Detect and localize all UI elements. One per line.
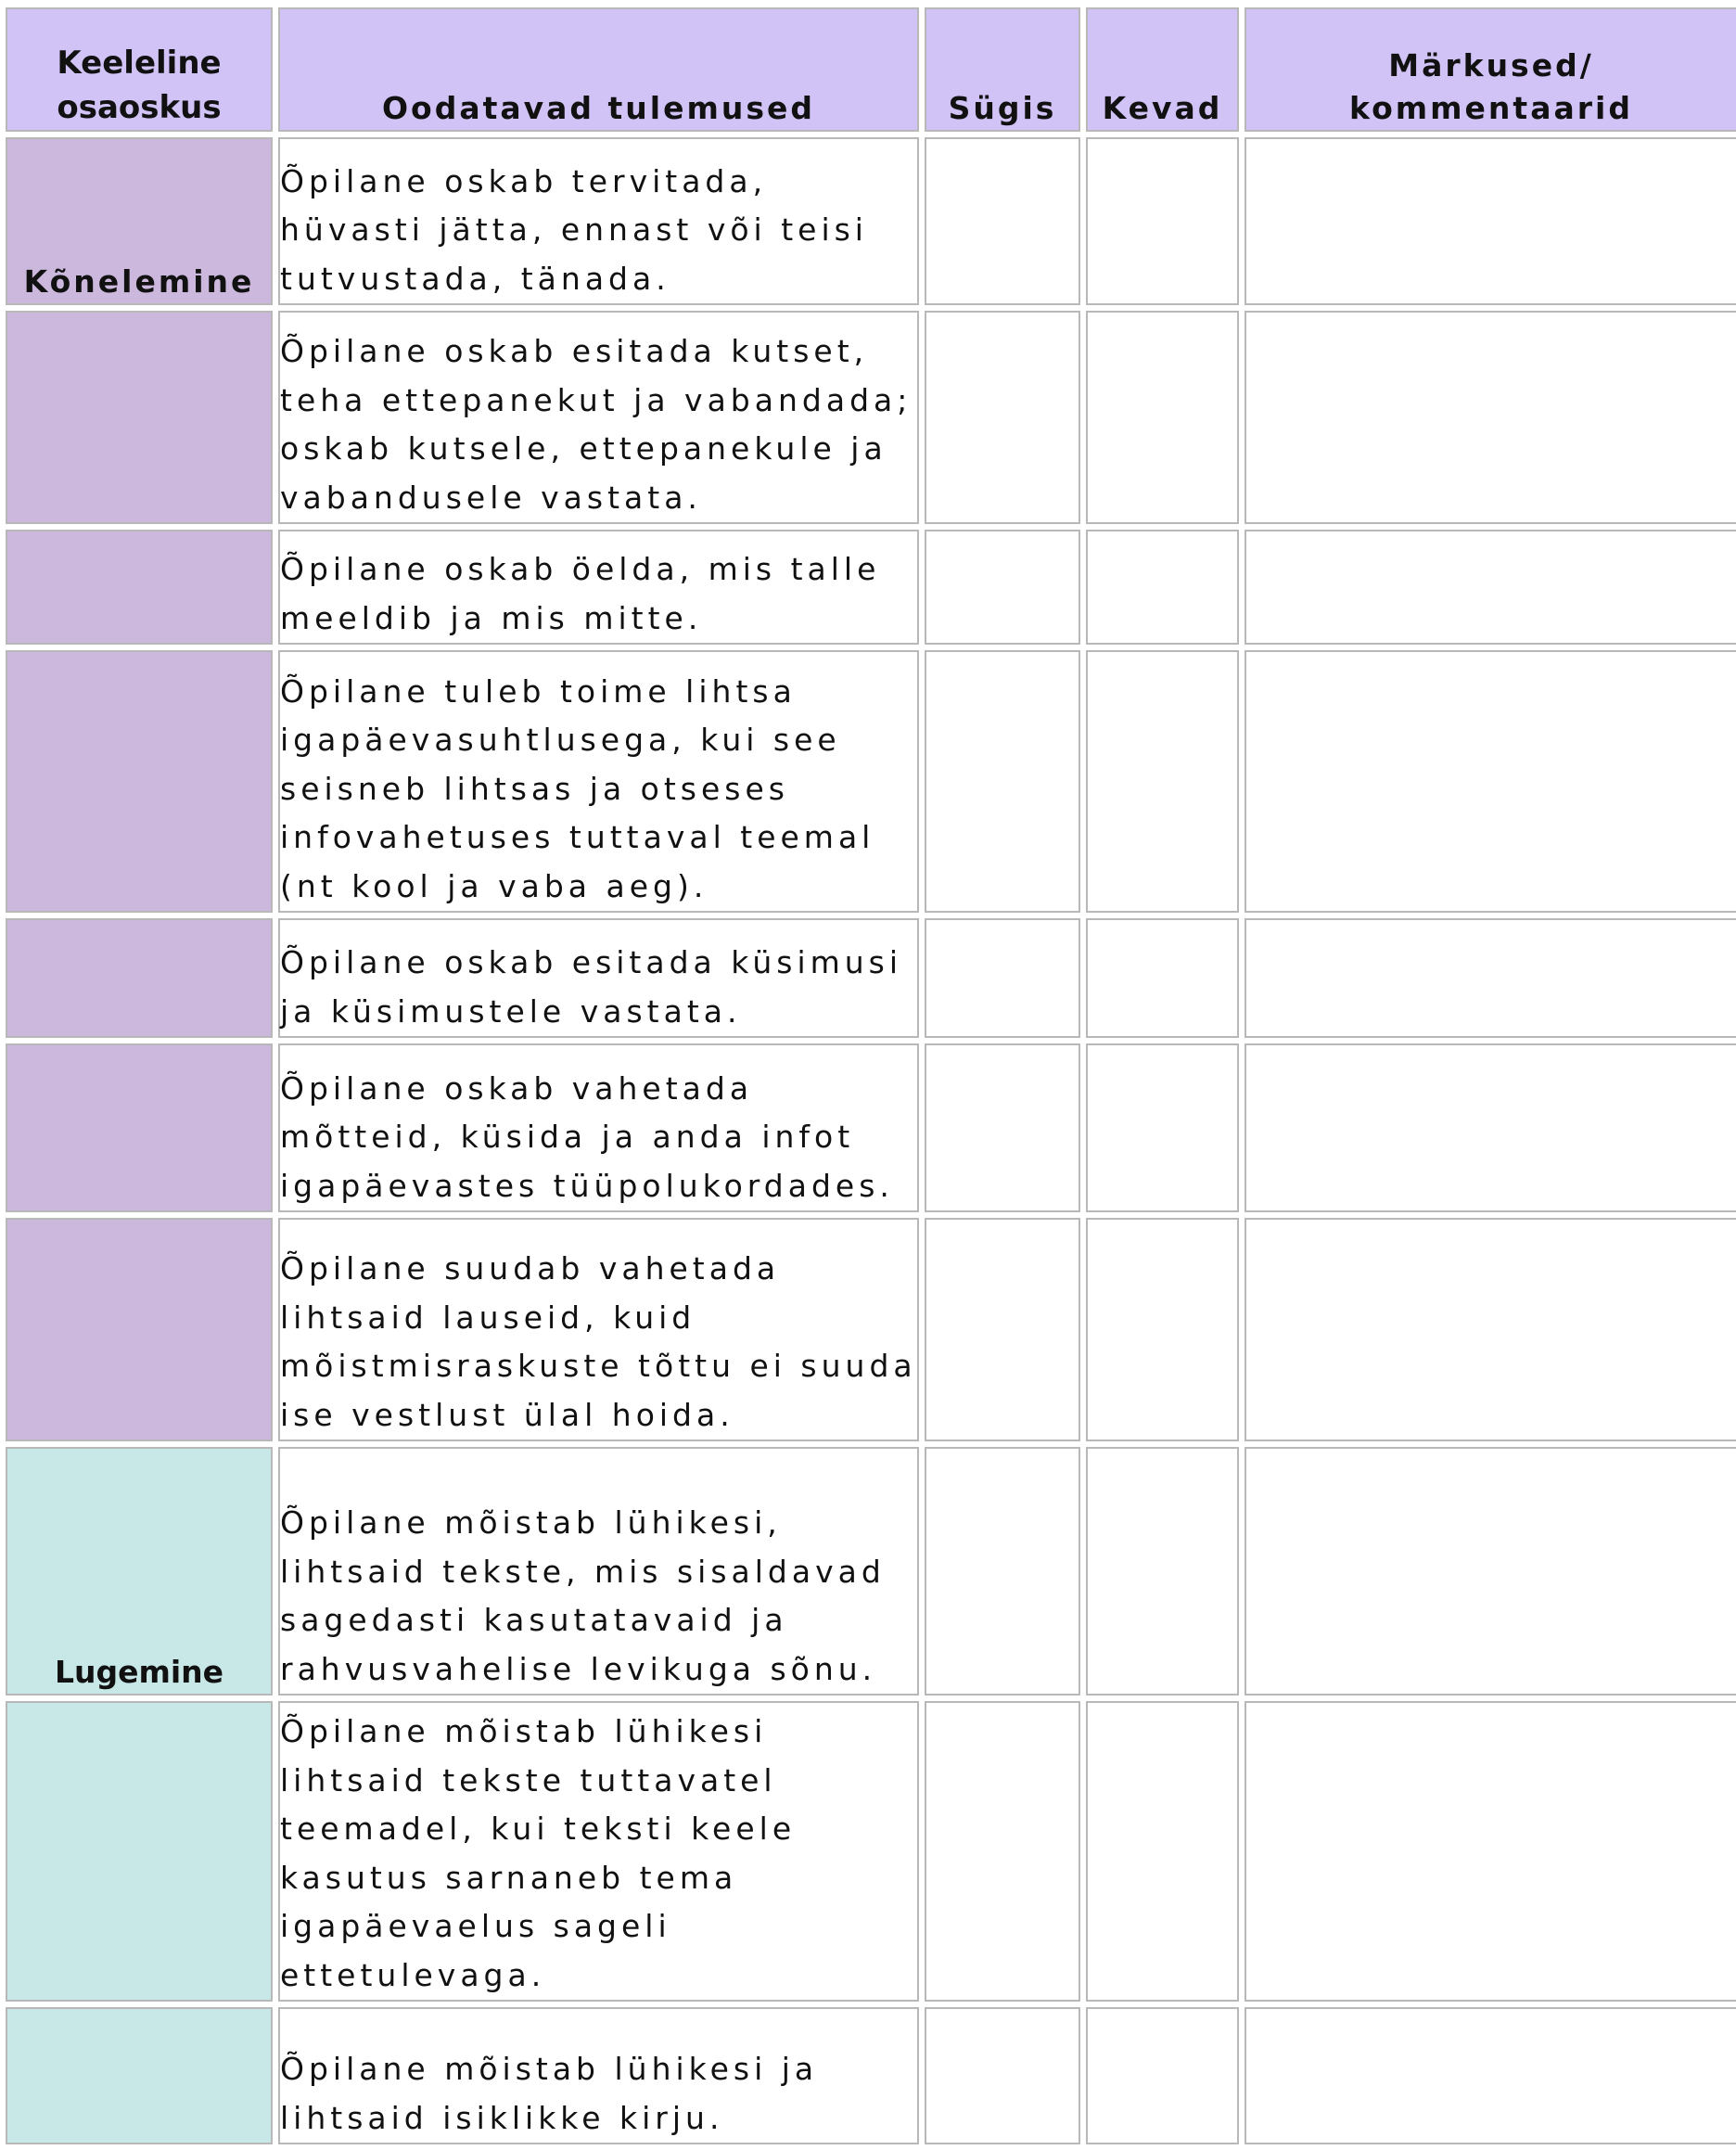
spring-cell[interactable] [1086, 1043, 1239, 1212]
header-row [6, 7, 1736, 132]
outcome-cell: Õpilane suudab vahetada lihtsaid lauseid, kuid mõistmisraskuste tõttu ei suuda ise vestlust ülal hoida. [278, 1218, 919, 1441]
table-row [6, 650, 1736, 913]
autumn-cell[interactable] [925, 530, 1080, 645]
header-outcomes: Oodatavad tulemused [278, 7, 919, 132]
header-spring: Kevad [1086, 7, 1239, 132]
table-row [6, 1701, 1736, 2002]
autumn-cell[interactable] [925, 1043, 1080, 1212]
spring-cell[interactable] [1086, 137, 1239, 305]
autumn-cell[interactable] [925, 918, 1080, 1038]
outcome-cell: Õpilane mõistab lühikesi, lihtsaid tekste, mis sisaldavad sagedasti kasutatavaid ja rahvusvahelise levikuga sõnu. [278, 1447, 919, 1696]
autumn-cell[interactable] [925, 2007, 1080, 2144]
outcome-cell: Õpilane tuleb toime lihtsa igapäevasuhtlusega, kui see seisneb lihtsas ja otseses infovahetuses tuttaval teemal (nt kool ja vaba aeg). [278, 650, 919, 913]
skill-cell [6, 530, 273, 645]
table-row [6, 1043, 1736, 1212]
spring-cell[interactable] [1086, 918, 1239, 1038]
skill-cell [6, 1701, 273, 2002]
outcome-cell: Õpilane oskab esitada küsimusi ja küsimustele vastata. [278, 918, 919, 1038]
comments-cell[interactable] [1245, 1701, 1736, 2002]
table-row [6, 1447, 1736, 1696]
assessment-page [6, 7, 1732, 2150]
skill-cell [6, 1218, 273, 1441]
table-row [6, 918, 1736, 1038]
spring-cell[interactable] [1086, 1218, 1239, 1441]
comments-cell[interactable] [1245, 137, 1736, 305]
table-row [6, 530, 1736, 645]
skill-cell [6, 918, 273, 1038]
comments-cell[interactable] [1245, 1218, 1736, 1441]
autumn-cell[interactable] [925, 1447, 1080, 1696]
comments-cell[interactable] [1245, 1043, 1736, 1212]
header-comments: Märkused/ kommentaarid [1245, 7, 1736, 132]
spring-cell[interactable] [1086, 650, 1239, 913]
skill-cell [6, 2007, 273, 2144]
outcome-cell: Õpilane mõistab lühikesi ja lihtsaid isiklikke kirju. [278, 2007, 919, 2144]
comments-cell[interactable] [1245, 311, 1736, 524]
table-row [6, 137, 1736, 305]
table-row [6, 2007, 1736, 2144]
outcome-cell: Õpilane oskab öelda, mis talle meeldib ja mis mitte. [278, 530, 919, 645]
comments-cell[interactable] [1245, 650, 1736, 913]
spring-cell[interactable] [1086, 311, 1239, 524]
outcome-cell: Õpilane oskab vahetada mõtteid, küsida ja anda infot igapäevastes tüüpolukordades. [278, 1043, 919, 1212]
outcome-cell: Õpilane oskab esitada kutset, teha ettepanekut ja vabandada; oskab kutsele, ettepanekule ja vabandusele vastata. [278, 311, 919, 524]
outcome-cell: Õpilane mõistab lühikesi lihtsaid tekste tuttavatel teemadel, kui teksti keele kasutus sarnaneb tema igapäevaelus sageli ettetulevaga. [278, 1701, 919, 2002]
spring-cell[interactable] [1086, 530, 1239, 645]
autumn-cell[interactable] [925, 1218, 1080, 1441]
spring-cell[interactable] [1086, 2007, 1239, 2144]
skill-cell [6, 311, 273, 524]
table-row [6, 311, 1736, 524]
skill-cell: Lugemine [6, 1447, 273, 1696]
skill-cell: Kõnelemine [6, 137, 273, 305]
outcome-cell: Õpilane oskab tervitada, hüvasti jätta, ennast või teisi tutvustada, tänada. [278, 137, 919, 305]
autumn-cell[interactable] [925, 311, 1080, 524]
skill-cell [6, 650, 273, 913]
spring-cell[interactable] [1086, 1447, 1239, 1696]
comments-cell[interactable] [1245, 1447, 1736, 1696]
comments-cell[interactable] [1245, 530, 1736, 645]
header-autumn: Sügis [925, 7, 1080, 132]
autumn-cell[interactable] [925, 137, 1080, 305]
skill-cell [6, 1043, 273, 1212]
autumn-cell[interactable] [925, 1701, 1080, 2002]
comments-cell[interactable] [1245, 2007, 1736, 2144]
table-row [6, 1218, 1736, 1441]
autumn-cell[interactable] [925, 650, 1080, 913]
header-skill: Keeleline osaoskus [6, 7, 273, 132]
outcomes-table [0, 2, 1736, 2150]
comments-cell[interactable] [1245, 918, 1736, 1038]
spring-cell[interactable] [1086, 1701, 1239, 2002]
